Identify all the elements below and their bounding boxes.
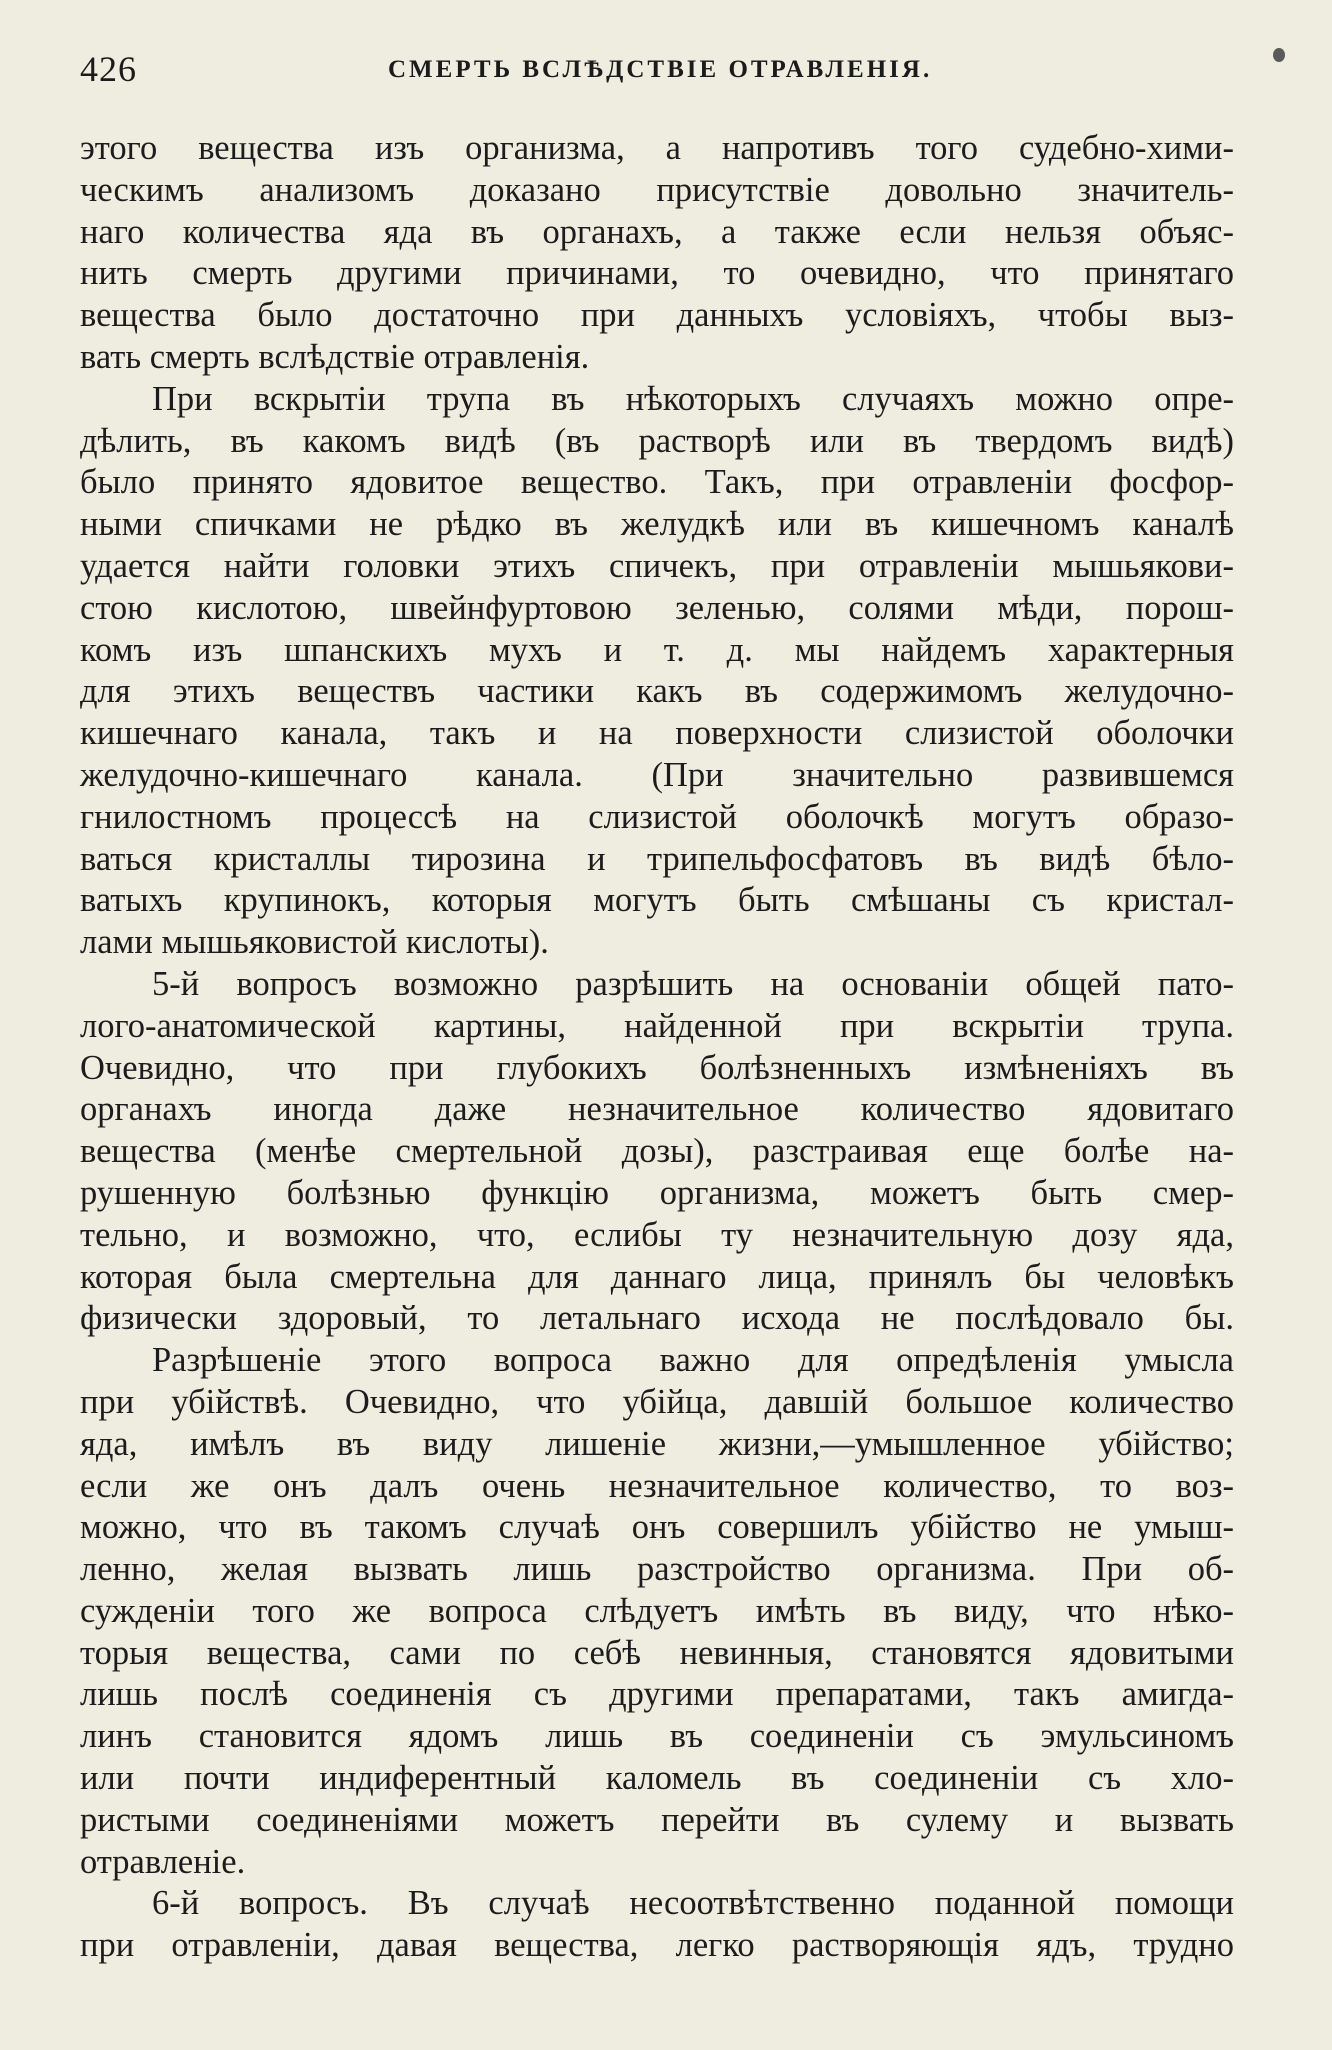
text-line: желудочно-кишечнаго канала. (При значительно развившемся — [80, 755, 1234, 794]
paragraph — [80, 1883, 1234, 1967]
text-line: лами мышьяковистой кислоты). — [80, 923, 549, 962]
text-line: яда, имѣлъ въ виду лишеніе жизни,—умышленное убійство; — [80, 1424, 1234, 1463]
text-line: сужденіи того же вопроса слѣдуетъ имѣть въ виду, что нѣко- — [80, 1591, 1234, 1630]
text-line: При вскрытіи трупа въ нѣкоторыхъ случаяхъ можно опре- — [152, 379, 1234, 418]
text-line: нить смерть другими причинами, то очевидно, что принятаго — [80, 254, 1234, 293]
text-line: вать смерть вслѣдствіе отравленія. — [80, 337, 590, 376]
text-line: которая была смертельна для даннаго лица, принялъ бы человѣкъ — [80, 1257, 1234, 1296]
paragraph — [80, 379, 1234, 964]
text-line: можно, что въ такомъ случаѣ онъ совершилъ убійство не умыш- — [80, 1508, 1234, 1547]
text-line: дѣлить, въ какомъ видѣ (въ растворѣ или въ твердомъ видѣ) — [80, 421, 1234, 460]
text-line: ватыхъ крупинокъ, которыя могутъ быть смѣшаны съ кристал- — [80, 881, 1234, 920]
text-line: вещества (менѣе смертельной дозы), разстраивая еще болѣе на- — [80, 1132, 1234, 1171]
text-line: Очевидно, что при глубокихъ болѣзненныхъ измѣненіяхъ въ — [80, 1048, 1234, 1087]
text-line: кишечнаго канала, такъ и на поверхности слизистой оболочки — [80, 714, 1234, 753]
text-line: физически здоровый, то летальнаго исхода не послѣдовало бы. — [80, 1299, 1234, 1338]
text-line: органахъ иногда даже незначительное количество ядовитаго — [80, 1090, 1234, 1129]
page-number: 426 — [80, 49, 137, 89]
text-line: 6-й вопросъ. Въ случаѣ несоотвѣтственно поданной помощи — [152, 1884, 1234, 1923]
paragraph — [80, 1340, 1234, 1883]
text-line: наго количества яда въ органахъ, а также если нельзя объяс- — [80, 212, 1234, 251]
text-line: гнилостномъ процессѣ на слизистой оболочкѣ могутъ образо- — [80, 797, 1234, 836]
text-line: торыя вещества, сами по себѣ невинныя, становятся ядовитыми — [80, 1633, 1234, 1672]
text-line: рушенную болѣзнью функцію организма, можетъ быть смер- — [80, 1173, 1234, 1212]
text-line: стою кислотою, швейнфуртовою зеленью, солями мѣди, порош- — [80, 588, 1234, 627]
text-line: ваться кристаллы тирозина и трипельфосфатовъ въ видѣ бѣло- — [80, 839, 1234, 878]
text-line: при убійствѣ. Очевидно, что убійца, давшій большое количество — [80, 1382, 1234, 1421]
body-text — [80, 128, 1234, 1967]
text-line: вещества было достаточно при данныхъ условіяхъ, чтобы выз- — [80, 296, 1234, 335]
text-line: комъ изъ шпанскихъ мухъ и т. д. мы найдемъ характерныя — [80, 630, 1234, 669]
text-line: тельно, и возможно, что, еслибы ту незначительную дозу яда, — [80, 1215, 1234, 1254]
text-line: для этихъ веществъ частики какъ въ содержимомъ желудочно- — [80, 672, 1234, 711]
running-title: СМЕРТЬ ВСЛѢДСТВІЕ ОТРАВЛЕНІЯ. — [388, 56, 933, 83]
text-line: удается найти головки этихъ спичекъ, при отравленіи мышьякови- — [80, 546, 1234, 585]
text-line: или почти индиферентный каломель въ соединеніи съ хло- — [80, 1759, 1234, 1798]
text-line: ристыми соединеніями можетъ перейти въ сулему и вызвать — [80, 1800, 1234, 1839]
page-header — [80, 48, 1230, 98]
ink-spot-mark — [1273, 48, 1285, 62]
text-line: этого вещества изъ организма, а напротивъ того судебно-хими- — [80, 129, 1234, 167]
text-line: отравленіе. — [80, 1842, 246, 1881]
text-line: ными спичками не рѣдко въ желудкѣ или въ кишечномъ каналѣ — [80, 505, 1234, 544]
text-line: при отравленіи, давая вещества, легко растворяющія ядъ, трудно — [80, 1926, 1234, 1965]
text-line: линъ становится ядомъ лишь въ соединеніи съ эмульсиномъ — [80, 1717, 1234, 1756]
paragraph — [80, 128, 1234, 379]
text-line: лишь послѣ соединенія съ другими препаратами, такъ амигда- — [80, 1675, 1234, 1714]
text-line: Разрѣшеніе этого вопроса важно для опредѣленія умысла — [152, 1341, 1234, 1380]
text-line: было принято ядовитое вещество. Такъ, при отравленіи фосфор- — [80, 463, 1234, 502]
paragraph — [80, 964, 1234, 1340]
text-line: ленно, желая вызвать лишь разстройство организма. При об- — [80, 1550, 1234, 1589]
text-line: ческимъ анализомъ доказано присутствіе довольно значитель- — [80, 170, 1234, 209]
text-line: лого-анатомической картины, найденной при вскрытіи трупа. — [80, 1006, 1234, 1045]
text-line: если же онъ далъ очень незначительное количество, то воз- — [80, 1466, 1234, 1505]
text-line: 5-й вопросъ возможно разрѣшить на основаніи общей пато- — [152, 964, 1234, 1003]
